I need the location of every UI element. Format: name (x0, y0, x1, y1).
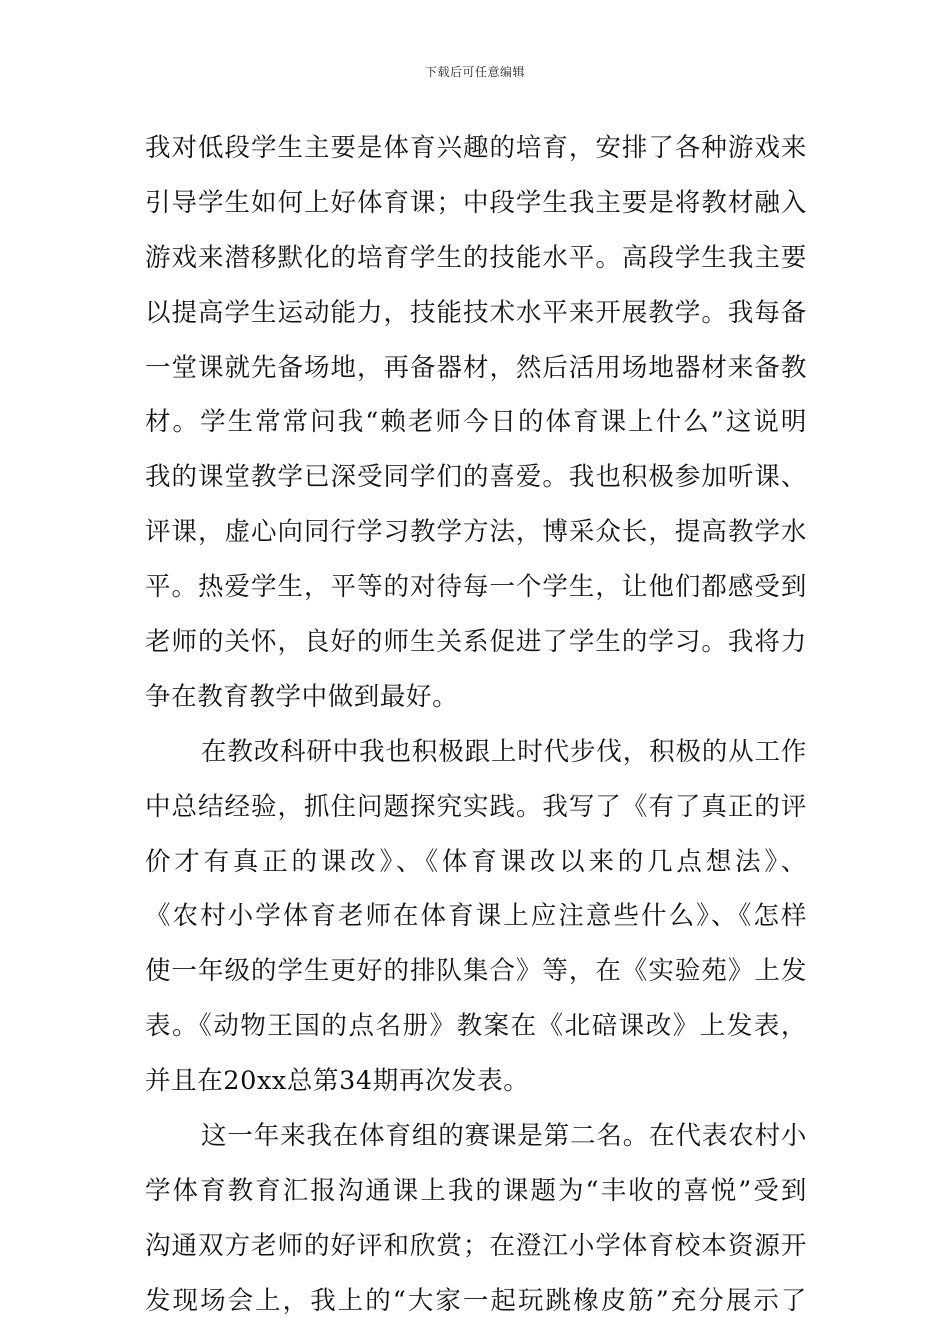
text-line: 平。热爱学生，平等的对待每一个学生，让他们都感受到 (145, 572, 807, 603)
text-line: 沟通双方老师的好评和欣赏；在澄江小学体育校本资源开 (145, 1230, 807, 1261)
text-line: 游戏来潜移默化的培育学生的技能水平。高段学生我主要 (145, 242, 807, 273)
text-line: 发现场会上，我上的“大家一起玩跳橡皮筋”充分展示了 (145, 1285, 807, 1316)
text-line: 这一年来我在体育组的赛课是第二名。在代表农村小 (201, 1121, 807, 1152)
text-line: 我的课堂教学已深受同学们的喜爱。我也积极参加听课、 (145, 462, 807, 493)
text-line: 一堂课就先备场地，再备器材，然后活用场地器材来备教 (145, 352, 807, 383)
text-line: 学体育教育汇报沟通课上我的课题为“丰收的喜悦”受到 (145, 1175, 807, 1206)
text-line: 评课，虚心向同行学习教学方法，博采众长，提高教学水 (145, 517, 807, 548)
text-line: 以提高学生运动能力，技能技术水平来开展教学。我每备 (145, 297, 807, 328)
page-header: 下载后可任意编辑 (424, 65, 525, 79)
text-line: 表。《动物王国的点名册》教案在《北碚课改》上发表， (145, 1011, 807, 1042)
text-line: 中总结经验，抓住问题探究实践。我写了《有了真正的评 (145, 791, 807, 822)
text-line: 《农村小学体育老师在体育课上应注意些什么》、《怎样 (145, 901, 807, 932)
text-line: 并且在20xx总第34期再次发表。 (145, 1066, 530, 1097)
text-line: 在教改科研中我也积极跟上时代步伐，积极的从工作 (201, 736, 807, 767)
text-line: 使一年级的学生更好的排队集合》等，在《实验苑》上发 (145, 956, 807, 987)
text-line: 老师的关怀，良好的师生关系促进了学生的学习。我将力 (145, 627, 807, 658)
text-line: 我对低段学生主要是体育兴趣的培育，安排了各种游戏来 (145, 133, 807, 163)
document-body (145, 121, 807, 1329)
text-line: 材。学生常常问我“赖老师今日的体育课上什么”这说明 (145, 407, 807, 438)
text-line: 引导学生如何上好体育课；中段学生我主要是将教材融入 (145, 187, 807, 218)
text-line: 价才有真正的课改》、《体育课改以来的几点想法》、 (145, 846, 807, 877)
text-line: 争在教育教学中做到最好。 (145, 681, 459, 712)
